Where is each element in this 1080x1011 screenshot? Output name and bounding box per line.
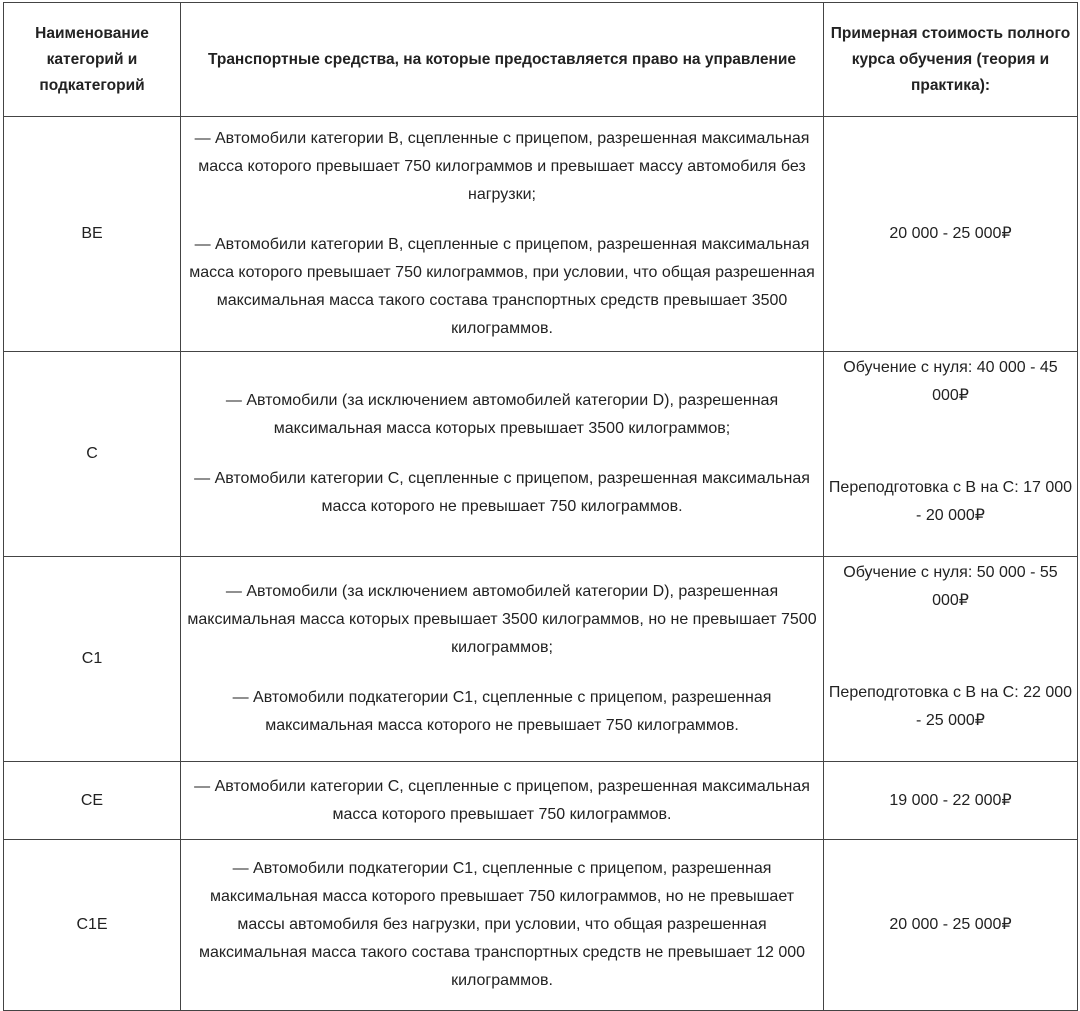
description-cell xyxy=(181,557,824,762)
description-text: — Автомобили категории C, сцепленные с прицепом, разрешенная максимальная масса которого превышает 750 килограммов. xyxy=(194,777,810,823)
header-category: Наименование категорий и подкатегорий xyxy=(4,3,181,117)
description-text: — Автомобили подкатегории C1, сцепленные с прицепом, разрешенная максимальная масса которого превышает 750 килограммов, но не превышает массы автомобиля без нагрузки, при условии, что общая разрешенная максимальная масса такого состава транспортных средств не превышает 12 000 килограммов. xyxy=(198,860,806,989)
description-cell xyxy=(181,352,824,557)
table-header-row xyxy=(4,3,1078,117)
price-retraining: Переподготовка с B на C: 22 000 - 25 000₽ xyxy=(828,684,1073,729)
category-cell: C xyxy=(4,352,181,557)
category-cell: CE xyxy=(4,762,181,840)
description-text: — Автомобили категории B, сцепленные с прицепом, разрешенная максимальная масса которого превышает 750 килограммов и превышает массу автомобиля без нагрузки; xyxy=(194,130,810,203)
price-cell: 20 000 - 25 000₽ xyxy=(824,117,1078,352)
price-cell xyxy=(824,352,1078,557)
description-cell xyxy=(181,840,824,1011)
license-categories-table xyxy=(3,2,1078,1011)
price-retraining: Переподготовка с B на C: 17 000 - 20 000₽ xyxy=(828,479,1073,524)
price-from-scratch: Обучение с нуля: 50 000 - 55 000₽ xyxy=(843,564,1058,609)
description-cell xyxy=(181,762,824,840)
description-text: — Автомобили категории C, сцепленные с прицепом, разрешенная максимальная масса которого не превышает 750 килограммов. xyxy=(194,470,810,515)
table-row xyxy=(4,117,1078,352)
price-cell: 20 000 - 25 000₽ xyxy=(824,840,1078,1011)
description-text: — Автомобили (за исключением автомобилей категории D), разрешенная максимальная масса которых превышает 3500 килограммов, но не превышает 7500 килограммов; xyxy=(187,583,817,656)
category-cell: C1 xyxy=(4,557,181,762)
category-cell: BE xyxy=(4,117,181,352)
table-row xyxy=(4,840,1078,1011)
price-from-scratch: Обучение с нуля: 40 000 - 45 000₽ xyxy=(843,359,1058,404)
price-cell: 19 000 - 22 000₽ xyxy=(824,762,1078,840)
table-row xyxy=(4,557,1078,762)
price-cell xyxy=(824,557,1078,762)
description-text: — Автомобили подкатегории C1, сцепленные с прицепом, разрешенная максимальная масса которого не превышает 750 килограммов. xyxy=(232,689,772,734)
table-row xyxy=(4,352,1078,557)
description-text: — Автомобили (за исключением автомобилей категории D), разрешенная максимальная масса которых превышает 3500 килограммов; xyxy=(225,392,779,437)
table-row xyxy=(4,762,1078,840)
category-cell: C1E xyxy=(4,840,181,1011)
description-text: — Автомобили категории B, сцепленные с прицепом, разрешенная максимальная масса которого превышает 750 килограммов, при условии, что общая разрешенная максимальная масса такого состава транспортных средств превышает 3500 килограммов. xyxy=(189,236,815,337)
license-categories-table-wrapper xyxy=(3,2,1077,1011)
header-cost: Примерная стоимость полного курса обучения (теория и практика): xyxy=(824,3,1078,117)
description-cell xyxy=(181,117,824,352)
header-vehicles: Транспортные средства, на которые предоставляется право на управление xyxy=(181,3,824,117)
